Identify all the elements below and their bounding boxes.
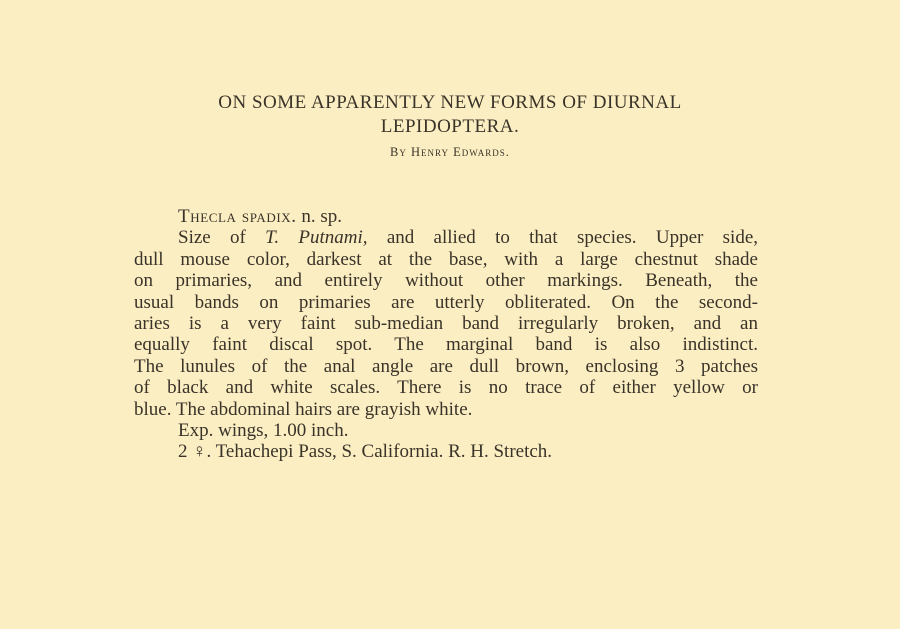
description-text: Size of: [178, 227, 266, 249]
species-status: n. sp.: [296, 206, 343, 227]
description-line: usual bands on primaries are utterly obliterated. On the second-: [134, 291, 758, 313]
author-byline: By Henry Edwards.: [390, 145, 510, 159]
species-reference: T. Putnami,: [265, 227, 368, 249]
description-line: The lunules of the anal angle are dull brown, enclosing 3 patches: [134, 355, 758, 377]
specimen-record: 2 ♀. Tehachepi Pass, S. California. R. H. Stretch.: [178, 441, 553, 463]
description-line: of black and white scales. There is no trace of either yellow or: [134, 377, 758, 399]
description-line: [134, 227, 758, 248]
description-line: blue. The abdominal hairs are grayish white.: [134, 398, 473, 420]
description-line: on primaries, and entirely without other markings. Beneath, the: [134, 270, 758, 292]
wing-expanse: Exp. wings, 1.00 inch.: [178, 420, 349, 442]
description-text: and allied to that species. Upper side,: [367, 227, 759, 249]
species-description: [134, 206, 758, 463]
article-title-line-1: ON SOME APPARENTLY NEW FORMS OF DIURNAL: [218, 92, 682, 113]
species-name: Thecla spadix.: [178, 206, 297, 227]
description-line: aries is a very faint sub-median band irregularly broken, and an: [134, 313, 758, 335]
description-line: dull mouse color, darkest at the base, with a large chestnut shade: [134, 248, 758, 270]
species-heading-line: [134, 206, 758, 227]
article-title-line-2: LEPIDOPTERA.: [380, 116, 520, 137]
description-line: equally faint discal spot. The marginal band is also indistinct.: [134, 334, 758, 356]
